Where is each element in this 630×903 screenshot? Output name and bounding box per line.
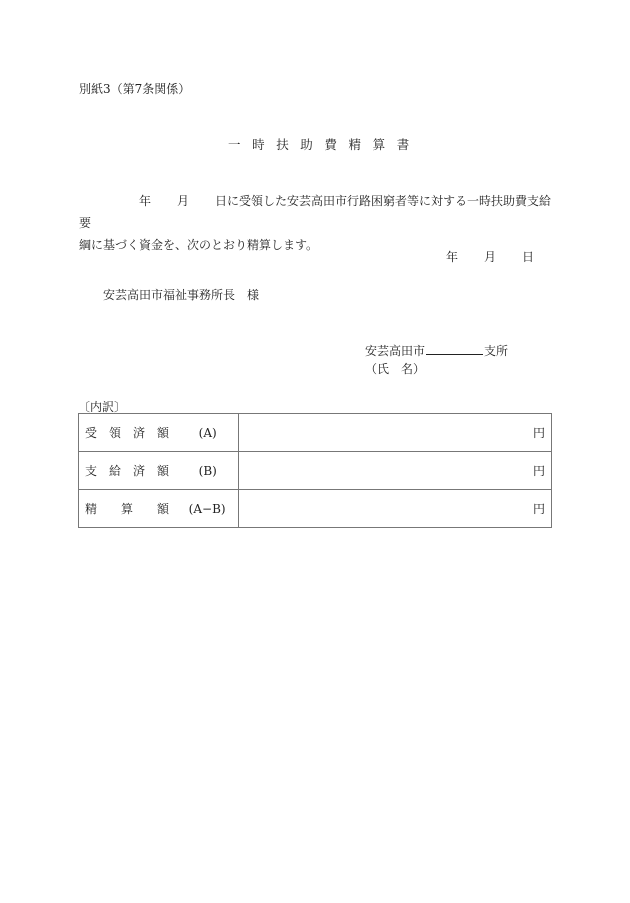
branch-prefix: 安芸高田市 [365,344,426,358]
date-day-label: 日 [522,250,535,264]
table-row [79,414,552,452]
received-day-label: 日 [215,194,228,208]
yen-unit: 円 [532,426,545,440]
statement-text-2: 綱に基づく資金を、次のとおり精算します。 [79,238,319,252]
row-label-received: 受 領 済 額 (A) [79,414,239,452]
amount-received-field[interactable] [239,414,552,452]
branch-suffix: 支所 [484,344,509,358]
submission-date [446,248,534,265]
applicant-branch [365,342,508,359]
addressee: 安芸高田市福祉事務所長 様 [103,288,260,302]
settlement-table [78,413,552,528]
table-row [79,452,552,490]
document-title: 一時扶助費精算書 [228,137,421,152]
statement-paragraph [79,190,559,256]
yen-unit: 円 [532,502,545,516]
statement-text-1: に受領した安芸高田市行路困窮者等に対する一時扶助費支給要 [79,194,552,230]
amount-paid-field[interactable] [239,452,552,490]
date-month-label: 月 [484,250,497,264]
date-year-label: 年 [446,250,459,264]
form-reference: 別紙3（第7条関係） [79,82,191,96]
applicant-name-label: （氏 名） [365,362,426,376]
row-label-settlement: 精 算 額 (A−B) [79,490,239,528]
table-row [79,490,552,528]
row-code: (A−B) [188,502,226,516]
received-month-label: 月 [177,194,190,208]
received-year-label: 年 [139,194,152,208]
branch-name-blank[interactable] [426,342,483,355]
breakdown-label: 〔内訳〕 [78,400,127,414]
row-code: (A) [198,426,217,440]
amount-settlement-field[interactable] [239,490,552,528]
row-label-paid: 支 給 済 額 (B) [79,452,239,490]
row-code: (B) [198,464,217,478]
yen-unit: 円 [532,464,545,478]
